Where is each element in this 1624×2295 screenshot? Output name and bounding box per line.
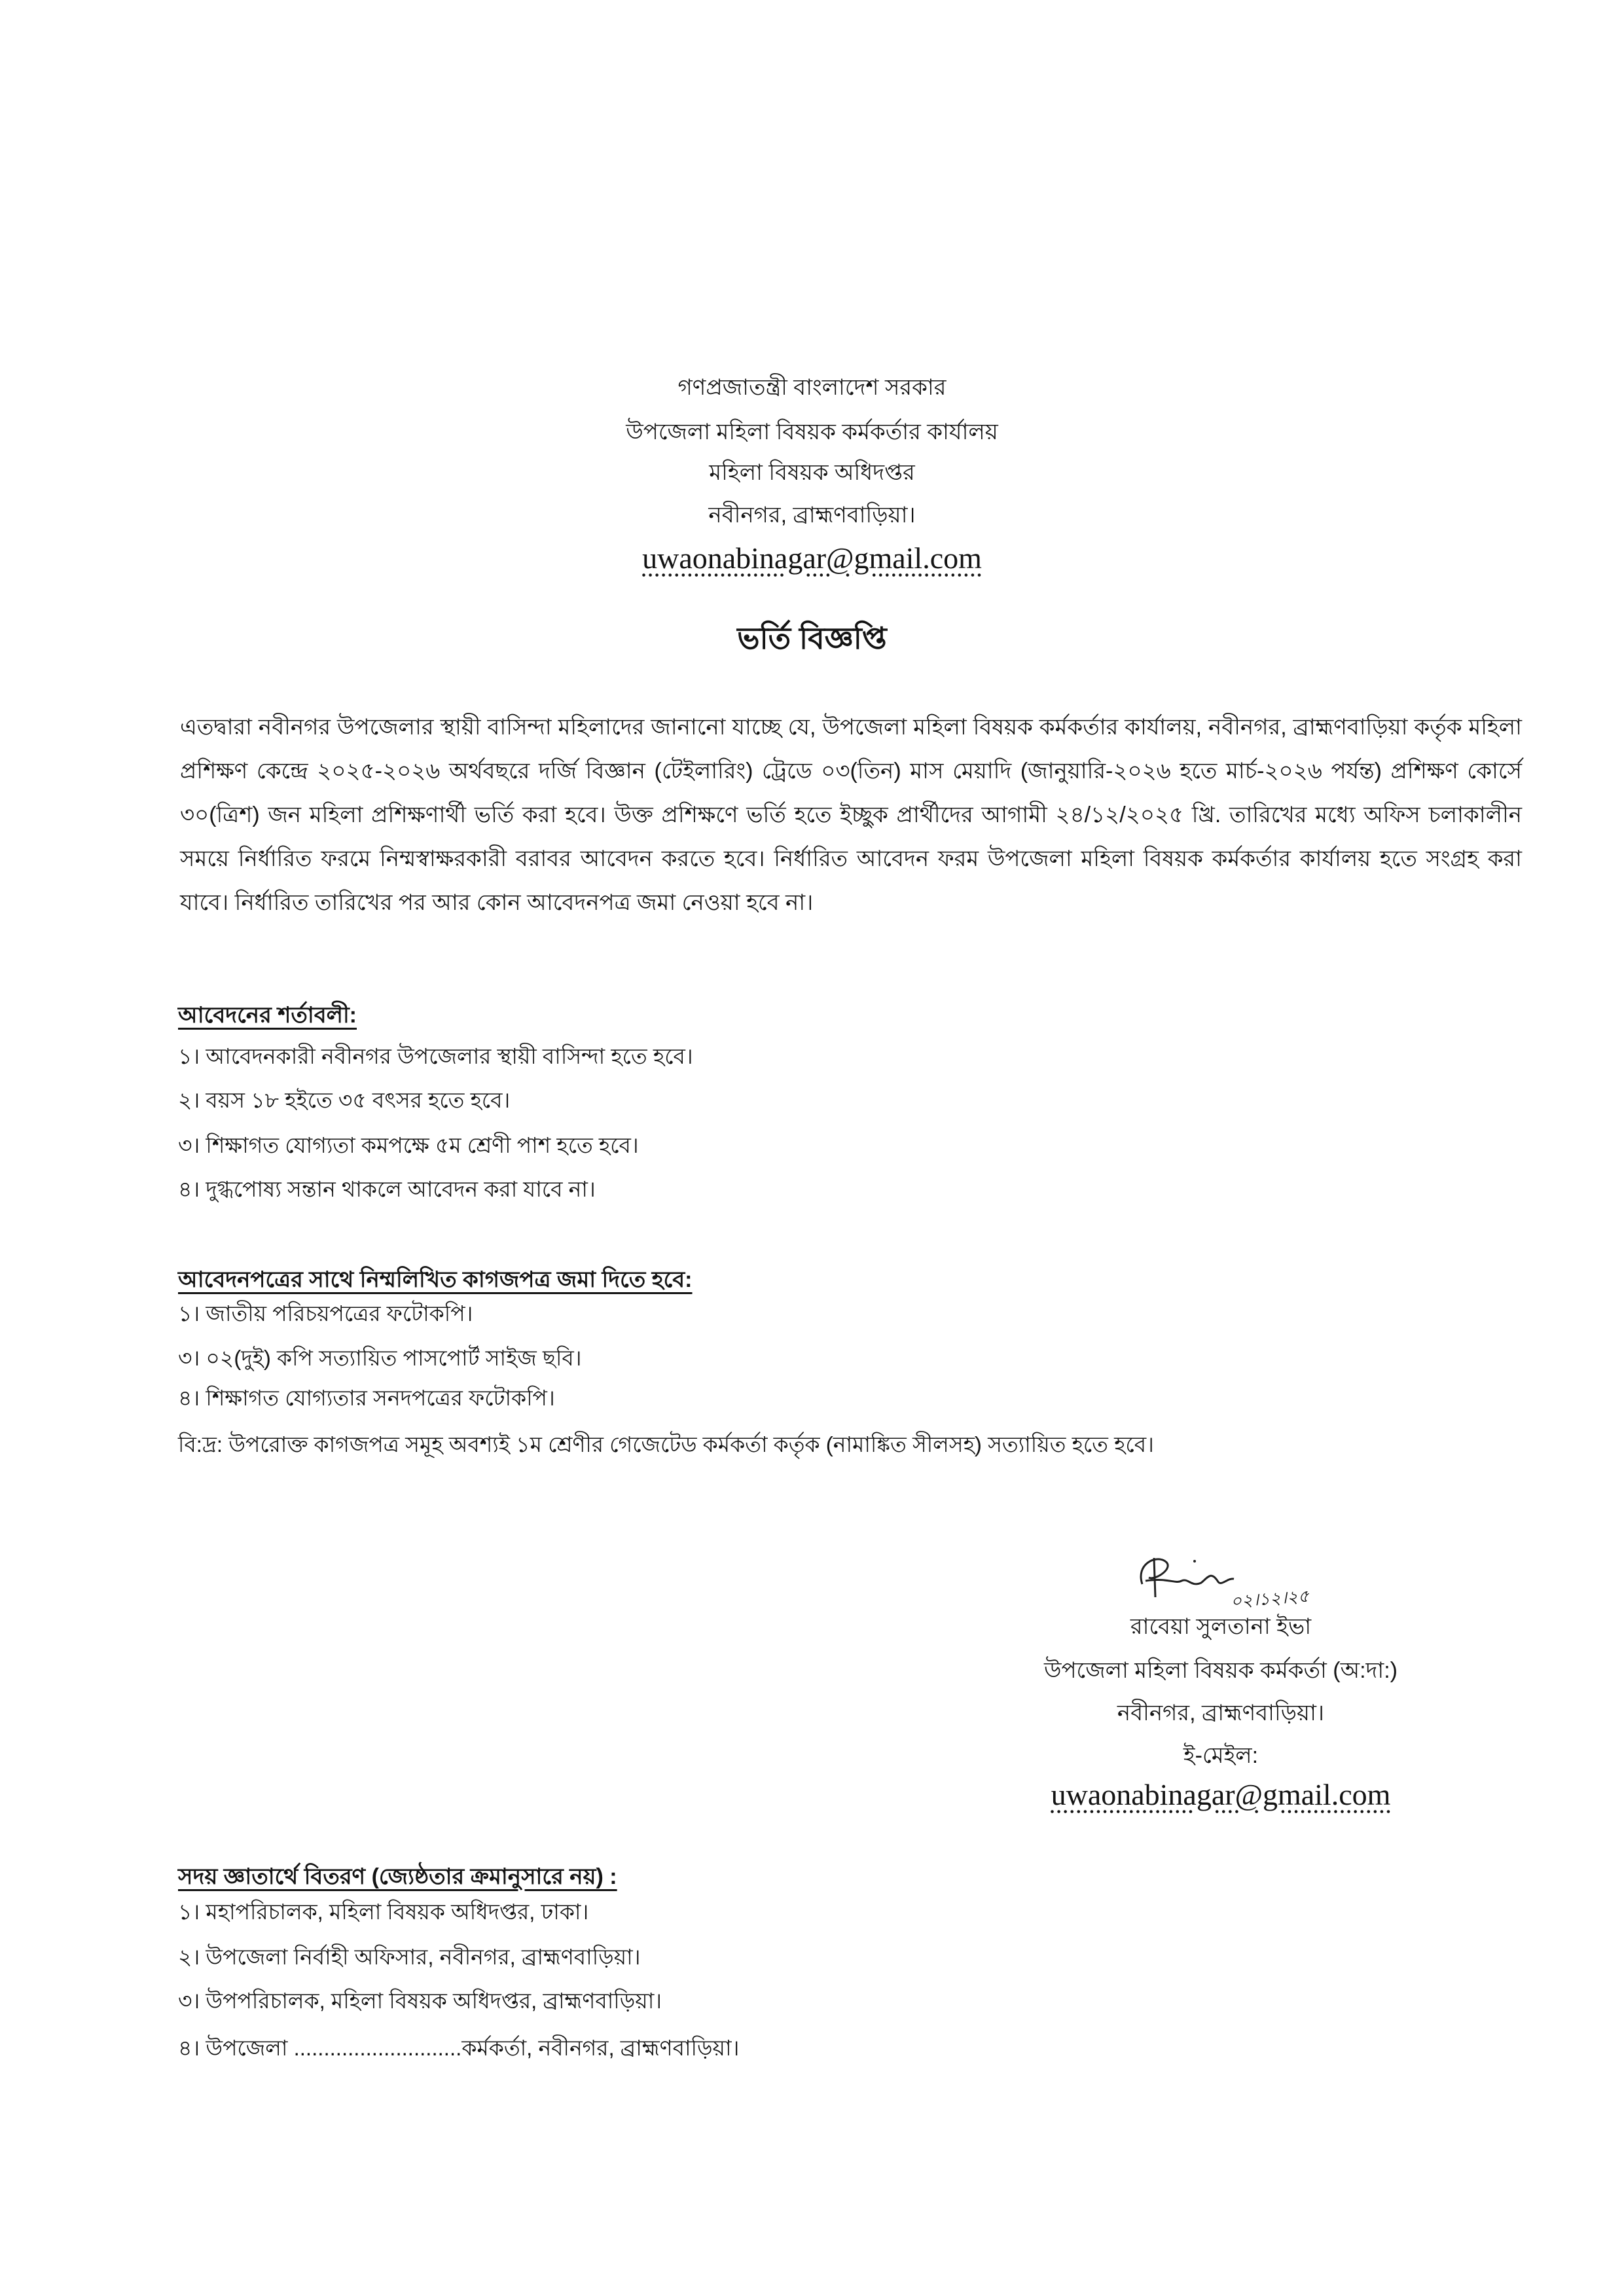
distribution-item: ৪। উপজেলা ............................কর্মকর্তা, নবীনগর, ব্রাহ্মণবাড়িয়া। [178,2036,740,2060]
condition-item: ৪। দুগ্ধপোষ্য সন্তান থাকলে আবেদন করা যাবে না। [178,1177,596,1201]
distribution-item: ৩। উপপরিচালক, মহিলা বিষয়ক অধিদপ্তর, ব্রাহ্মণবাড়িয়া। [178,1989,662,2013]
condition-item: ৩। শিক্ষাগত যোগ্যতা কমপক্ষে ৫ম শ্রেণী পাশ হতে হবে। [178,1133,639,1157]
signatory-designation: উপজেলা মহিলা বিষয়ক কর্মকর্তা (অ:দা:) [1043,1658,1398,1683]
document-item: ১। জাতীয় পরিচয়পত্রের ফটোকপি। [178,1301,473,1326]
header-office: উপজেলা মহিলা বিষয়ক কর্মকর্তার কার্যালয় [626,420,998,444]
condition-item: ১। আবেদনকারী নবীনগর উপজেলার স্থায়ী বাসিন্দা হতে হবে। [178,1044,693,1068]
signatory-location: নবীনগর, ব্রাহ্মণবাড়িয়া। [1117,1701,1325,1726]
distribution-item: ১। মহাপরিচালক, মহিলা বিষয়ক অধিদপ্তর, ঢাকা। [178,1900,589,1924]
documents-heading: আবেদনপত্রের সাথে নিম্মলিখিত কাগজপত্র জমা দিতে হবে: [178,1267,693,1292]
document-item: ৩। ০২(দুই) কপি সত্যায়িত পাসপোর্ট সাইজ ছবি। [178,1346,582,1370]
signature-date: ০২।১২।২৫ [1229,1585,1310,1612]
document-item: ৪। শিক্ষাগত যোগ্যতার সনদপত্রের ফটোকপি। [178,1386,555,1410]
signatory-email[interactable]: uwaonabinagar@gmail.com [1051,1778,1391,1811]
header-department: মহিলা বিষয়ক অধিদপ্তর [709,460,915,485]
header-email[interactable]: uwaonabinagar@gmail.com [642,541,982,575]
distribution-heading: সদয় জ্ঞাতার্থে বিতরণ (জ্যেষ্ঠতার ক্রমানুসারে নয়) : [178,1864,617,1889]
header-location: নবীনগর, ব্রাহ্মণবাড়িয়া। [708,503,916,528]
notice-body: এতদ্বারা নবীনগর উপজেলার স্থায়ী বাসিন্দা মহিলাদের জানানো যাচ্ছে যে, উপজেলা মহিলা বিষয়ক কর্মকর্তার কার্যালয়, নবীনগর, ব্রাহ্মণবাড়িয়া কর্তৃক মহিলা প্রশিক্ষণ কেন্দ্রে ২০২৫-২০২৬ অর্থবছরে দর্জি বিজ্ঞান (টেইলারিং) ট্রেডে ০৩(তিন) মাস মেয়াদি (জানুয়ারি-২০২৬ হতে মার্চ-২০২৬ পর্যন্ত) প্রশিক্ষণ কোর্সে ৩০(ত্রিশ) জন মহিলা প্রশিক্ষণার্থী ভর্তি করা হবে। উক্ত প্রশিক্ষণে ভর্তি হতে ইচ্ছুক প্রার্থীদের আগামী ২৪/১২/২০২৫ খ্রি. তারিখের মধ্যে অফিস চলাকালীন সময়ে নির্ধারিত ফরমে নিম্মস্বাক্ষরকারী বরাবর আবেদন করতে হবে। নির্ধারিত আবেদন ফরম উপজেলা মহিলা বিষয়ক কর্মকর্তার কার্যালয় হতে সংগ্রহ করা যাবে। নির্ধারিত তারিখের পর আর কোন আবেদনপত্র জমা নেওয়া হবে না। [180,715,1522,915]
signatory-name: রাবেয়া সুলতানা ইভা [1130,1614,1312,1639]
signatory-email-label: ই-মেইল: [1183,1743,1259,1768]
page-title: ভর্তি বিজ্ঞপ্তি [737,621,887,655]
documents-note: বি:দ্র: উপরোক্ত কাগজপত্র সমূহ অবশ্যই ১ম শ্রেণীর গেজেটেড কর্মকর্তা কর্তৃক (নামাঙ্কিত সীলসহ) সত্যায়িত হতে হবে। [178,1432,1154,1456]
condition-item: ২। বয়স ১৮ হইতে ৩৫ বৎসর হতে হবে। [178,1088,511,1112]
conditions-heading: আবেদনের শর্তাবলী: [178,1003,357,1028]
distribution-item: ২। উপজেলা নির্বাহী অফিসার, নবীনগর, ব্রাহ্মণবাড়িয়া। [178,1945,641,1969]
header-government: গণপ্রজাতন্ত্রী বাংলাদেশ সরকার [677,375,947,400]
signatory-block [903,1551,1538,1826]
